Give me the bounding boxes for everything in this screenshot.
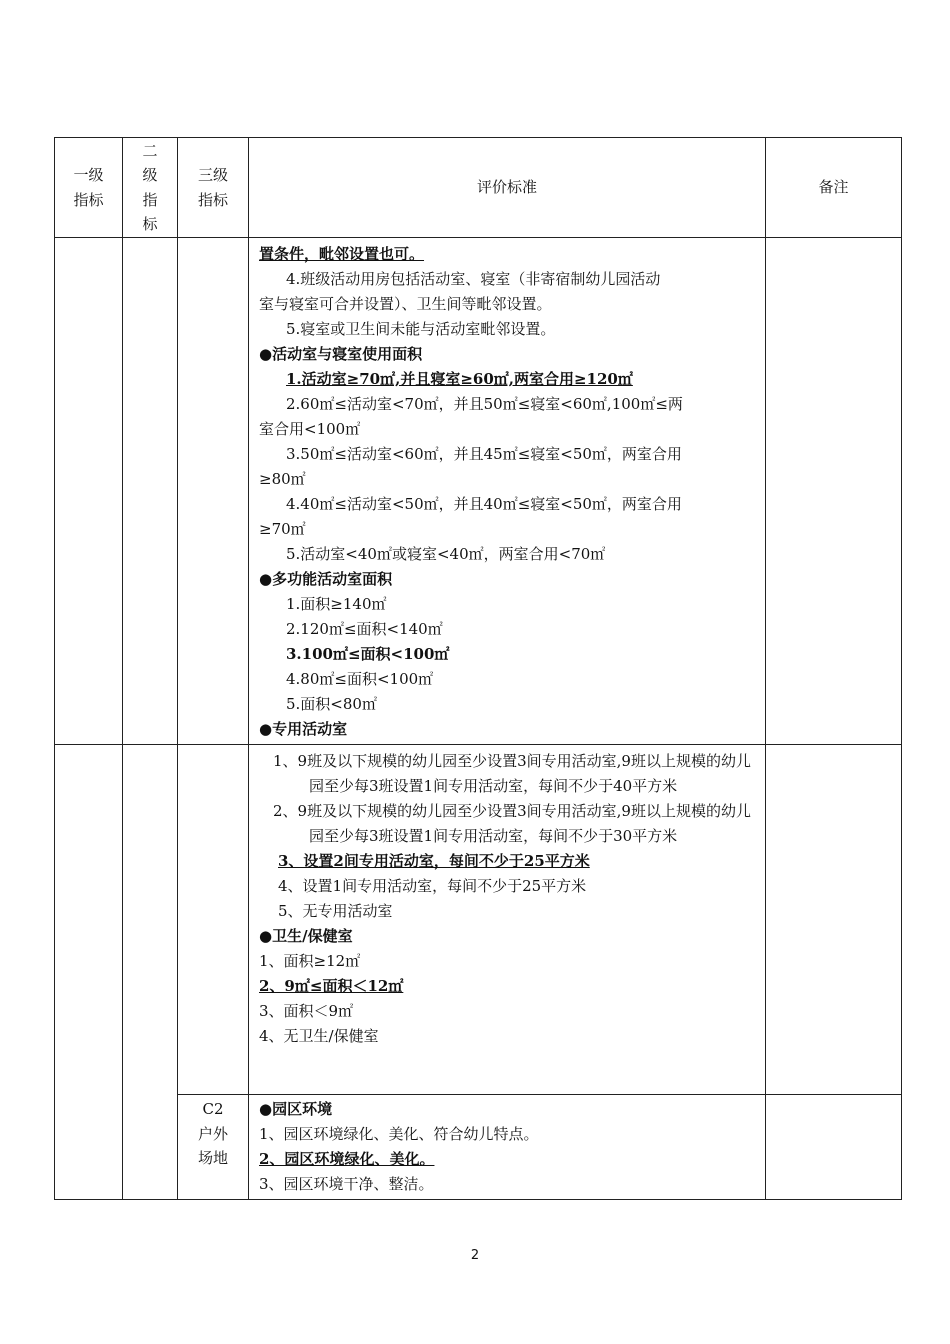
text-line: 2.60㎡≤活动室<70㎡，并且50㎡≤寝室<60㎡,100㎡≤两 bbox=[286, 395, 683, 413]
text-line: ≥70㎡ bbox=[259, 520, 306, 538]
level1-cell bbox=[55, 745, 123, 1200]
list-item: 3、设置2间专用活动室，每间不少于25平方米 bbox=[278, 852, 590, 870]
level3-cell bbox=[178, 1095, 249, 1200]
list-item: 3、面积＜9㎡ bbox=[259, 1002, 354, 1020]
section-heading: ●卫生/保健室 bbox=[259, 927, 353, 945]
list-item: 5、无专用活动室 bbox=[278, 902, 393, 920]
text-line: 5.活动室<40㎡或寝室<40㎡，两室合用<70㎡ bbox=[286, 545, 606, 563]
text-line: 2.120㎡≤面积<140㎡ bbox=[286, 620, 443, 638]
level1-cell bbox=[55, 238, 123, 745]
level3-cell bbox=[178, 745, 249, 1095]
note-cell bbox=[766, 238, 902, 745]
evaluation-table bbox=[54, 137, 902, 1200]
level2-cell bbox=[123, 238, 178, 745]
standard-cell bbox=[249, 1095, 766, 1200]
text-line: 置条件，毗邻设置也可。 bbox=[259, 245, 425, 263]
header-level3: 三级指标 bbox=[178, 138, 249, 238]
list-item: 2、9班及以下规模的幼儿园至少设置3间专用活动室,9班以上规模的幼儿园至少每3班设置1间专用活动室，每间不少于30平方米 bbox=[273, 802, 751, 845]
text-line: 1.面积≥140㎡ bbox=[286, 595, 387, 613]
level3-name: 户外场地 bbox=[197, 1124, 228, 1167]
text-line: 4.班级活动用房包括活动室、寝室（非寄宿制幼儿园活动 bbox=[286, 270, 661, 288]
text-line: 3.50㎡≤活动室<60㎡，并且45㎡≤寝室<50㎡，两室合用 bbox=[286, 445, 682, 463]
list-item: 2、园区环境绿化、美化。 bbox=[259, 1150, 435, 1168]
table-row bbox=[55, 1095, 902, 1200]
table-row bbox=[55, 745, 902, 1095]
list-item: 1、面积≥12㎡ bbox=[259, 952, 361, 970]
header-level2: 二级指标 bbox=[123, 138, 178, 238]
list-item: 1、9班及以下规模的幼儿园至少设置3间专用活动室,9班以上规模的幼儿园至少每3班设置1间专用活动室，每间不少于40平方米 bbox=[273, 752, 751, 795]
text-line: 室与寝室可合并设置）、卫生间等毗邻设置。 bbox=[259, 295, 552, 313]
level2-cell bbox=[123, 745, 178, 1200]
text-line: 5.寝室或卫生间未能与活动室毗邻设置。 bbox=[286, 320, 556, 338]
text-line: 3.100㎡≤面积<100㎡ bbox=[286, 645, 450, 663]
header-row bbox=[55, 138, 902, 238]
section-heading: ●活动室与寝室使用面积 bbox=[259, 345, 423, 363]
note-cell bbox=[766, 745, 902, 1095]
text-line: 4.80㎡≤面积<100㎡ bbox=[286, 670, 434, 688]
text-line: ≥80㎡ bbox=[259, 470, 306, 488]
table-row bbox=[55, 238, 902, 745]
text-line: 室合用<100㎡ bbox=[259, 420, 361, 438]
header-note: 备注 bbox=[766, 138, 902, 238]
list-item: 3、园区环境干净、整洁。 bbox=[259, 1175, 434, 1193]
section-heading: ●多功能活动室面积 bbox=[259, 570, 393, 588]
text-line: 5.面积<80㎡ bbox=[286, 695, 377, 713]
section-heading: ●园区环境 bbox=[259, 1100, 333, 1118]
list-item: 4、设置1间专用活动室，每间不少于25平方米 bbox=[278, 877, 587, 895]
text-line: 1.活动室≥70㎡,并且寝室≥60㎡,两室合用≥120㎡ bbox=[286, 370, 633, 388]
list-item: 4、无卫生/保健室 bbox=[259, 1027, 379, 1045]
text-line: 4.40㎡≤活动室<50㎡，并且40㎡≤寝室<50㎡，两室合用 bbox=[286, 495, 682, 513]
section-heading: ●专用活动室 bbox=[259, 720, 348, 738]
header-level1: 一级指标 bbox=[55, 138, 123, 238]
standard-cell bbox=[249, 238, 766, 745]
header-standard: 评价标准 bbox=[249, 138, 766, 238]
level3-cell bbox=[178, 238, 249, 745]
list-item: 2、9㎡≤面积＜12㎡ bbox=[259, 977, 404, 995]
note-cell bbox=[766, 1095, 902, 1200]
standard-cell bbox=[249, 745, 766, 1095]
level3-code: C2 bbox=[202, 1100, 224, 1118]
page-number: 2 bbox=[470, 1248, 480, 1263]
list-item: 1、园区环境绿化、美化、符合幼儿特点。 bbox=[259, 1125, 539, 1143]
